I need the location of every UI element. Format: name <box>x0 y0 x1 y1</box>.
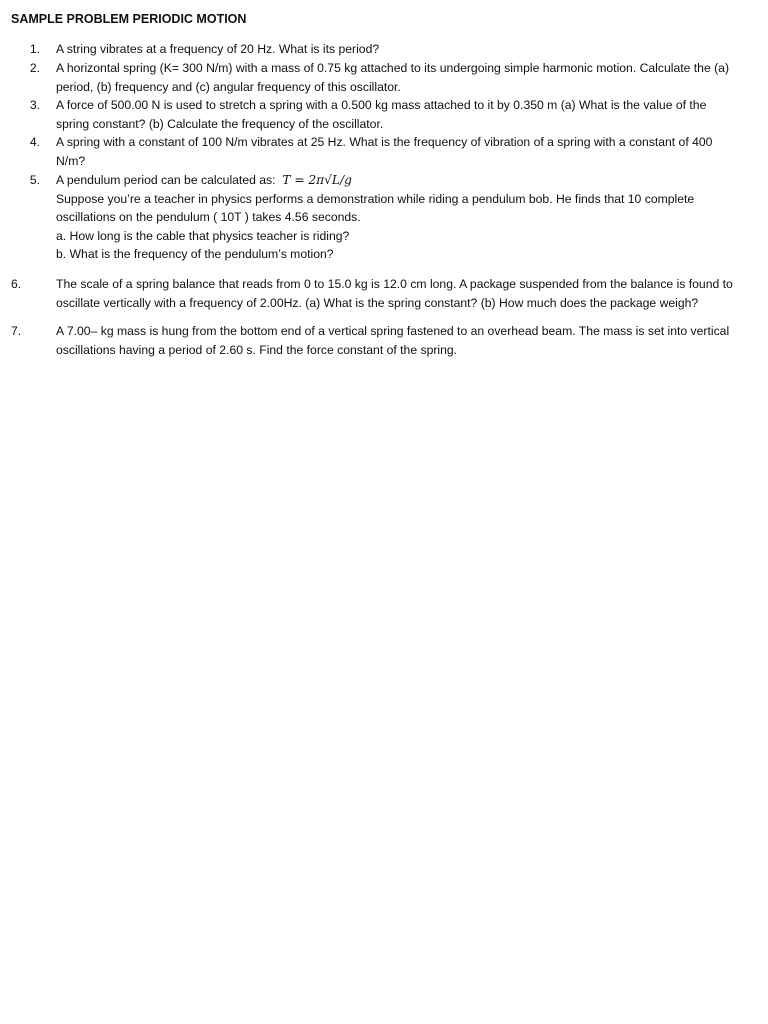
problem-text <box>56 171 760 264</box>
problem-text <box>56 59 760 96</box>
problem-number: 5. <box>29 173 40 187</box>
formula-intro: A pendulum period can be calculated as: <box>56 173 276 187</box>
problem-text <box>56 275 760 312</box>
problem-line: spring constant? (b) Calculate the frequency of the oscillator. <box>56 116 384 131</box>
problem-subquestion-a: a. How long is the cable that physics teacher is riding? <box>56 228 350 243</box>
problem-number: 4. <box>29 135 40 149</box>
problem-line: oscillations on the pendulum ( 10T ) takes 4.56 seconds. <box>56 210 361 225</box>
problem-line: oscillate vertically with a frequency of 2.00Hz. (a) What is the spring constant? (b) How much does the package weigh? <box>56 295 699 310</box>
pendulum-formula: T = 2π√L/g <box>282 173 352 187</box>
problem-line: N/m? <box>56 153 86 168</box>
document-title: SAMPLE PROBLEM PERIODIC MOTION <box>11 12 247 26</box>
problem-number: 1. <box>29 42 40 56</box>
problem-line: A string vibrates at a frequency of 20 Hz. What is its period? <box>56 42 380 56</box>
problem-text <box>56 96 760 133</box>
problem-number: 3. <box>29 98 40 112</box>
problem-number: 2. <box>29 61 40 75</box>
problem-line: oscillations having a period of 2.60 s. Find the force constant of the spring. <box>56 342 458 357</box>
problem-text <box>56 133 760 170</box>
problem-line: A 7.00– kg mass is hung from the bottom end of a vertical spring fastened to an overhead beam. The mass is set into vertical <box>56 324 730 338</box>
problem-number: 6. <box>11 277 22 291</box>
problem-text <box>56 322 760 359</box>
problem-text <box>56 40 760 59</box>
problem-line: The scale of a spring balance that reads from 0 to 15.0 kg is 12.0 cm long. A package suspended from the balance is found to <box>56 277 733 291</box>
problem-line: Suppose you’re a teacher in physics performs a demonstration while riding a pendulum bob. He finds that 10 complete <box>56 191 695 206</box>
problem-number: 7. <box>11 324 22 338</box>
problem-line <box>56 171 760 190</box>
problem-line: period, (b) frequency and (c) angular frequency of this oscillator. <box>56 79 401 94</box>
problem-line: A force of 500.00 N is used to stretch a spring with a 0.500 kg mass attached to it by 0.350 m (a) What is the value of the <box>56 98 707 112</box>
problem-subquestion-b: b. What is the frequency of the pendulum’s motion? <box>56 247 334 262</box>
problem-line: A spring with a constant of 100 N/m vibrates at 25 Hz. What is the frequency of vibration of a spring with a constant of 400 <box>56 135 713 149</box>
problem-line: A horizontal spring (K= 300 N/m) with a mass of 0.75 kg attached to its undergoing simple harmonic motion. Calculate the (a) <box>56 61 730 75</box>
